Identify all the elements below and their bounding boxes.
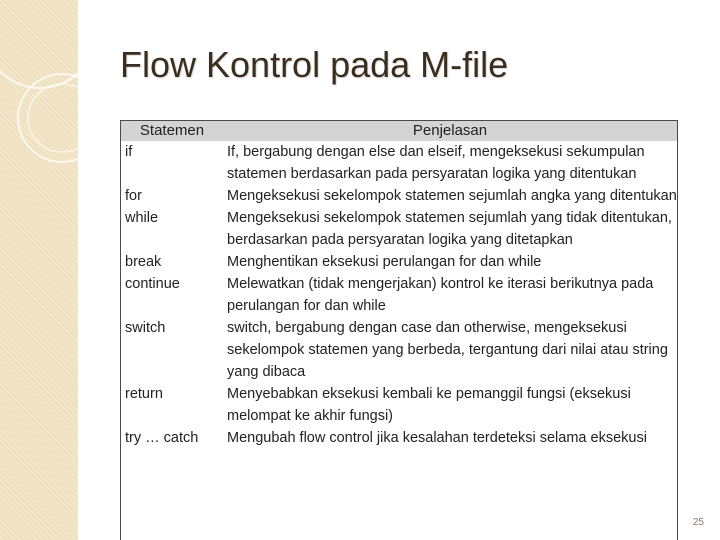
description-cell: Mengeksekusi sekelompok statemen sejumlah angka yang ditentukan: [227, 188, 677, 204]
description-cell: If, bergabung dengan else dan elseif, mengeksekusi sekumpulan statemen berdasarkan pada persyaratan logika yang ditentukan: [227, 144, 645, 182]
table-header-row: [121, 121, 677, 141]
statement-cell: if: [125, 144, 133, 160]
slide-title: Flow Kontrol pada M-file: [120, 44, 509, 85]
table-row: [121, 273, 677, 317]
description-cell: Menghentikan eksekusi perulangan for dan while: [227, 254, 542, 270]
statement-cell: try … catch: [125, 430, 199, 446]
table-row: [121, 141, 677, 185]
description-cell: Menyebabkan eksekusi kembali ke pemanggil fungsi (eksekusi melompat ke akhir fungsi): [227, 386, 631, 424]
statement-cell: switch: [125, 320, 166, 336]
page-number: 25: [692, 517, 704, 528]
description-cell: Mengeksekusi sekelompok statemen sejumlah yang tidak ditentukan, berdasarkan pada persyaratan logika yang ditetapkan: [227, 210, 672, 248]
header-penjelasan: Penjelasan: [223, 121, 677, 141]
header-statemen: Statemen: [121, 121, 223, 141]
statement-cell: while: [125, 210, 159, 226]
statement-cell: for: [125, 188, 142, 204]
description-cell: Melewatkan (tidak mengerjakan) kontrol ke iterasi berikutnya pada perulangan for dan while: [227, 276, 654, 314]
table-row: [121, 251, 677, 273]
decorative-side-band: [0, 0, 78, 540]
table-row: [121, 383, 677, 427]
description-cell: Mengubah flow control jika kesalahan terdeteksi selama eksekusi: [227, 430, 647, 446]
description-cell: switch, bergabung dengan case dan otherwise, mengeksekusi sekelompok statemen yang berbeda, tergantung dari nilai atau string yang dibaca: [227, 320, 668, 380]
table-row: [121, 185, 677, 207]
flow-control-table: [120, 120, 678, 540]
statement-cell: continue: [125, 276, 180, 292]
decorative-circles: [0, 0, 78, 540]
table-row: [121, 207, 677, 251]
statement-cell: break: [125, 254, 162, 270]
table-row: [121, 427, 677, 449]
table-row: [121, 317, 677, 383]
statement-cell: return: [125, 386, 163, 402]
